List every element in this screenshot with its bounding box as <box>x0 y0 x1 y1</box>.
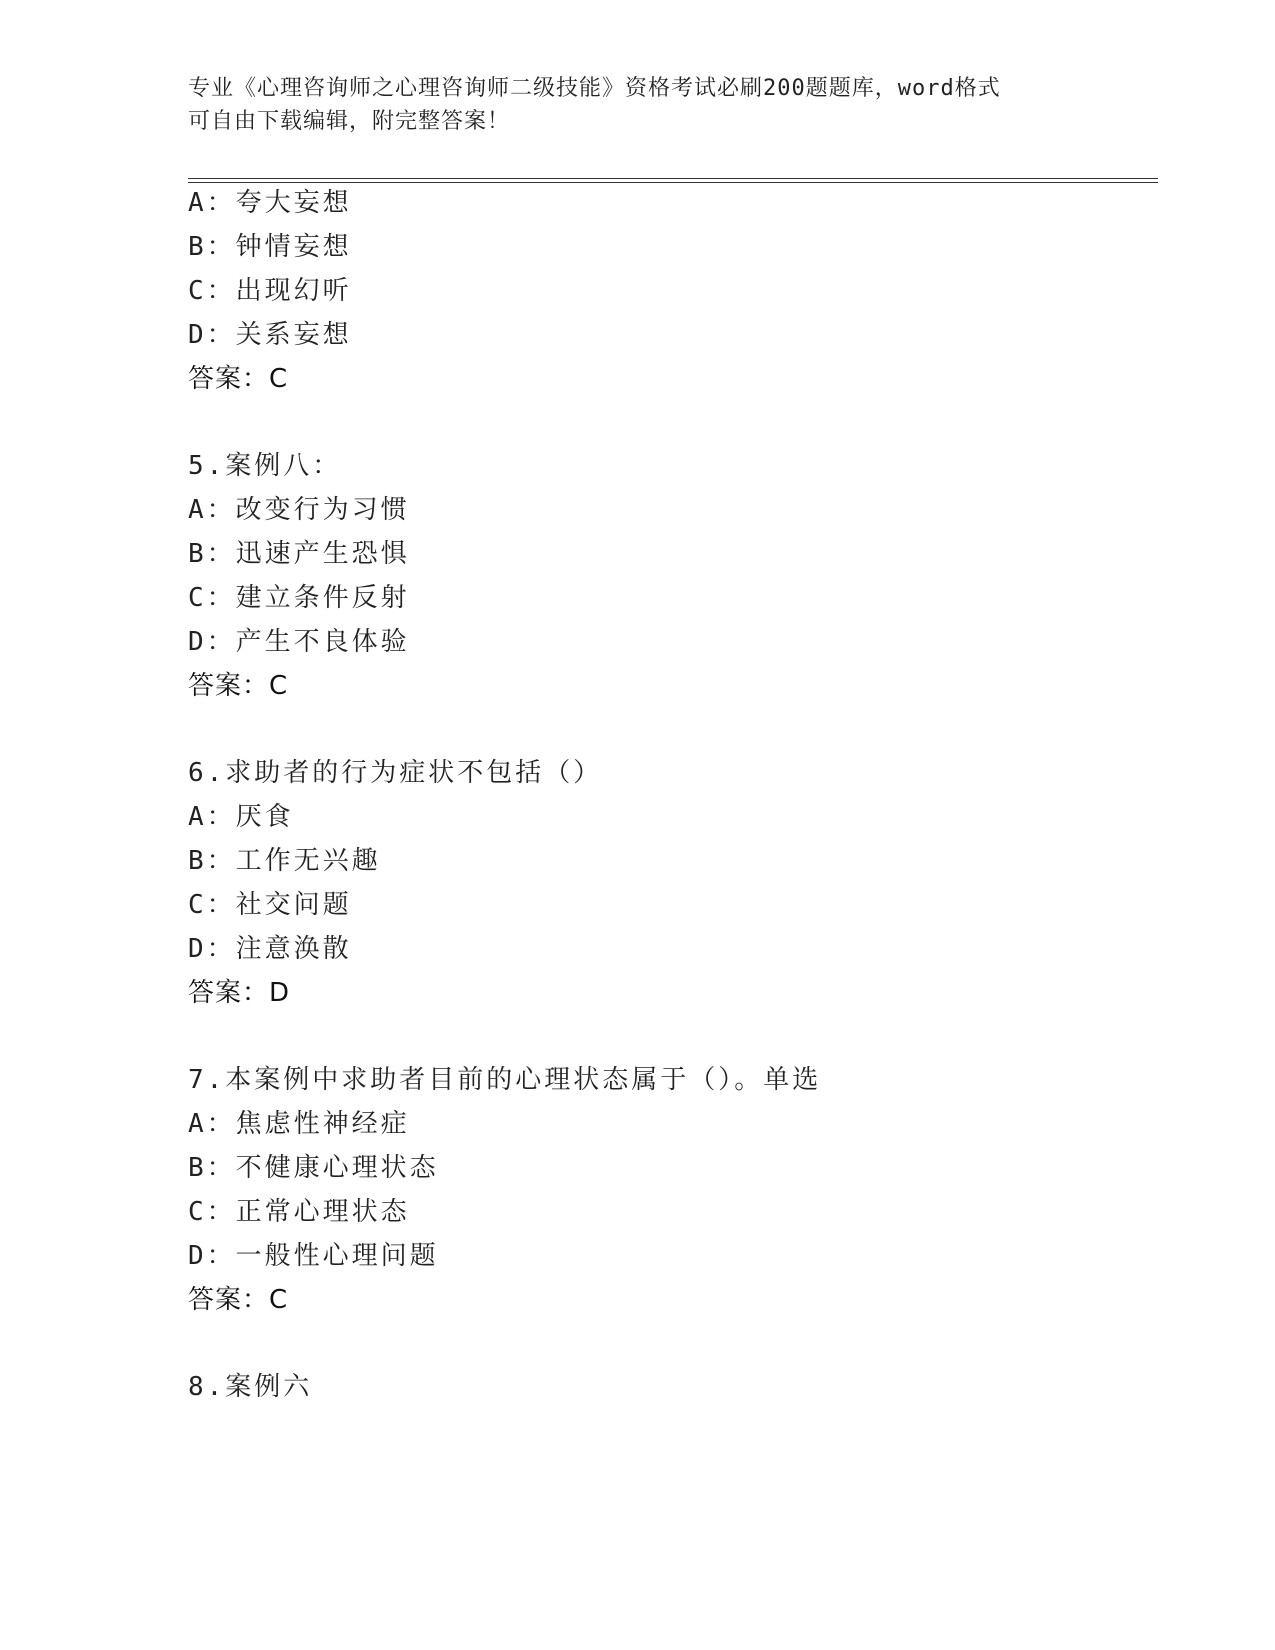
document-header <box>188 72 1068 138</box>
q5-option-b: B：迅速产生恐惧 <box>188 539 410 569</box>
q5-option-c: C：建立条件反射 <box>188 583 410 613</box>
q7-stem: 7.本案例中求助者目前的心理状态属于（）。单选 <box>188 1065 822 1095</box>
q4-option-a: A：夸大妄想 <box>188 188 352 218</box>
q7-answer: 答案：C <box>188 1285 289 1315</box>
header-line-1: 专业《心理咨询师之心理咨询师二级技能》资格考试必刷200题题库，word格式 <box>188 76 1001 101</box>
q4-option-c: C：出现幻听 <box>188 276 352 306</box>
q6-answer: 答案：D <box>188 978 291 1008</box>
q4-answer: 答案：C <box>188 364 289 394</box>
q7-option-d: D：一般性心理问题 <box>188 1241 439 1271</box>
q5-option-d: D：产生不良体验 <box>188 627 410 657</box>
q5-option-a: A：改变行为习惯 <box>188 495 410 525</box>
q8-stem: 8.案例六 <box>188 1372 313 1402</box>
q4-option-d: D：关系妄想 <box>188 320 352 350</box>
q5-answer: 答案：C <box>188 671 289 701</box>
q6-option-d: D：注意涣散 <box>188 934 352 964</box>
q4-option-b: B：钟情妄想 <box>188 232 352 262</box>
q6-option-c: C：社交问题 <box>188 890 352 920</box>
q6-option-a: A：厌食 <box>188 802 294 832</box>
q6-option-b: B：工作无兴趣 <box>188 846 381 876</box>
q7-option-b: B：不健康心理状态 <box>188 1153 439 1183</box>
header-divider <box>188 178 1158 183</box>
header-line-2: 可自由下载编辑，附完整答案！ <box>188 109 511 134</box>
q7-option-a: A：焦虑性神经症 <box>188 1109 410 1139</box>
q7-option-c: C：正常心理状态 <box>188 1197 410 1227</box>
q5-stem: 5.案例八： <box>188 451 342 481</box>
q6-stem: 6.求助者的行为症状不包括（） <box>188 758 603 788</box>
